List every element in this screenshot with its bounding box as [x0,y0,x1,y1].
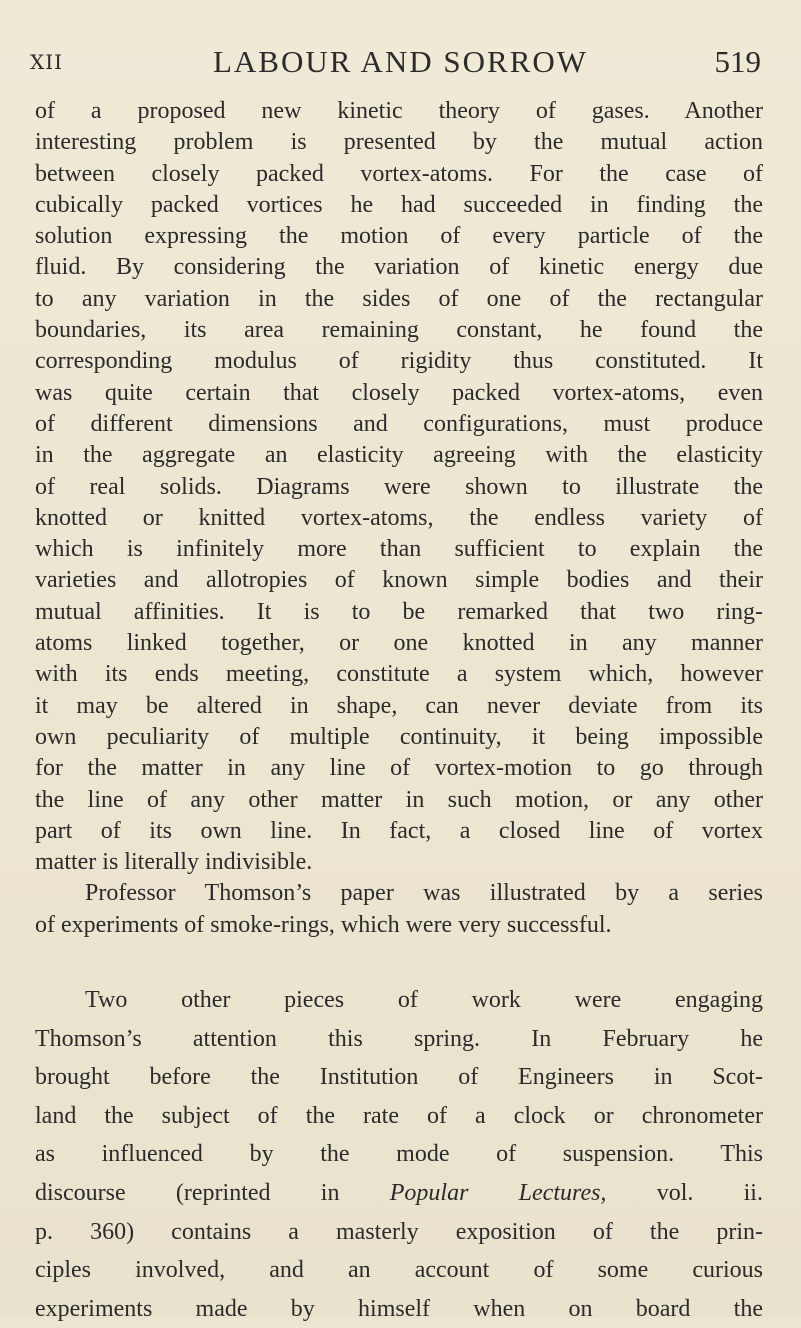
text-line: of a proposed new kinetic theory of gases. Another [35,98,763,124]
text-line: cubically packed vortices he had succeeded in finding the [35,191,763,218]
paragraph-2 [35,878,763,941]
text-line: interesting problem is presented by the mutual action [35,129,763,156]
text-line: between closely packed vortex-atoms. For the case of [35,160,763,187]
book-title-citation: Popular Lectures, [389,1179,607,1206]
chapter-number: XII [30,50,64,74]
text-line: it may be altered in shape, can never deviate from its [35,692,763,719]
text-line: experiments made by himself when on board the [35,1295,763,1322]
text-line: in the aggregate an elasticity agreeing with the elasticity [35,442,763,469]
page-number: 519 [714,44,761,79]
running-head [30,44,771,82]
text-line: Professor Thomson’s paper was illustrated by a series [85,880,763,907]
text-line: the line of any other matter in such motion, or any other [35,786,763,813]
text-line: p. 360) contains a masterly exposition of the prin- [35,1218,763,1245]
paragraph-3 [35,981,763,1328]
body-text [35,96,763,1328]
running-title: LABOUR AND SORROW [212,44,589,79]
text-line: corresponding modulus of rigidity thus constituted. It [35,348,763,375]
text-line: brought before the Institution of Engineers in Scot- [35,1064,763,1091]
text-line: was quite certain that closely packed vortex-atoms, even [35,379,763,406]
text-line: Two other pieces of work were engaging [85,987,763,1014]
text-fragment: vol. ii. [606,1179,763,1206]
text-line: which is infinitely more than sufficient to explain the [35,536,763,563]
text-line: part of its own line. In fact, a closed line of vortex [35,817,763,844]
section-break [35,941,763,981]
paragraph-1 [35,96,763,878]
text-line: as influenced by the mode of suspension. This [35,1141,763,1168]
text-line: of different dimensions and configurations, must produce [35,410,763,437]
text-line: solution expressing the motion of every particle of the [35,223,763,250]
text-line: ciples involved, and an account of some curious [35,1257,763,1284]
text-line: own peculiarity of multiple continuity, it being impossible [35,723,763,750]
text-line: varieties and allotropies of known simple bodies and their [35,567,763,594]
text-line: atoms linked together, or one knotted in any manner [35,630,763,657]
text-line: Thomson’s attention this spring. In February he [35,1025,763,1052]
text-line: mutual affinities. It is to be remarked that two ring- [35,598,763,625]
text-line: matter is literally indivisible. [35,849,313,876]
text-line: for the matter in any line of vortex-motion to go through [35,755,763,782]
text-line: fluid. By considering the variation of kinetic energy due [35,254,763,281]
text-line: to any variation in the sides of one of the rectangular [35,285,763,312]
text-line: knotted or knitted vortex-atoms, the endless variety of [35,504,763,531]
text-fragment: discourse (reprinted in [35,1179,390,1206]
text-line: of real solids. Diagrams were shown to illustrate the [35,473,763,500]
text-line: of experiments of smoke-rings, which were very successful. [35,911,612,938]
text-line-with-citation [35,1174,763,1213]
text-line: land the subject of the rate of a clock or chronometer [35,1102,763,1129]
text-line: boundaries, its area remaining constant, he found the [35,317,763,344]
text-line: with its ends meeting, constitute a system which, however [35,661,763,688]
